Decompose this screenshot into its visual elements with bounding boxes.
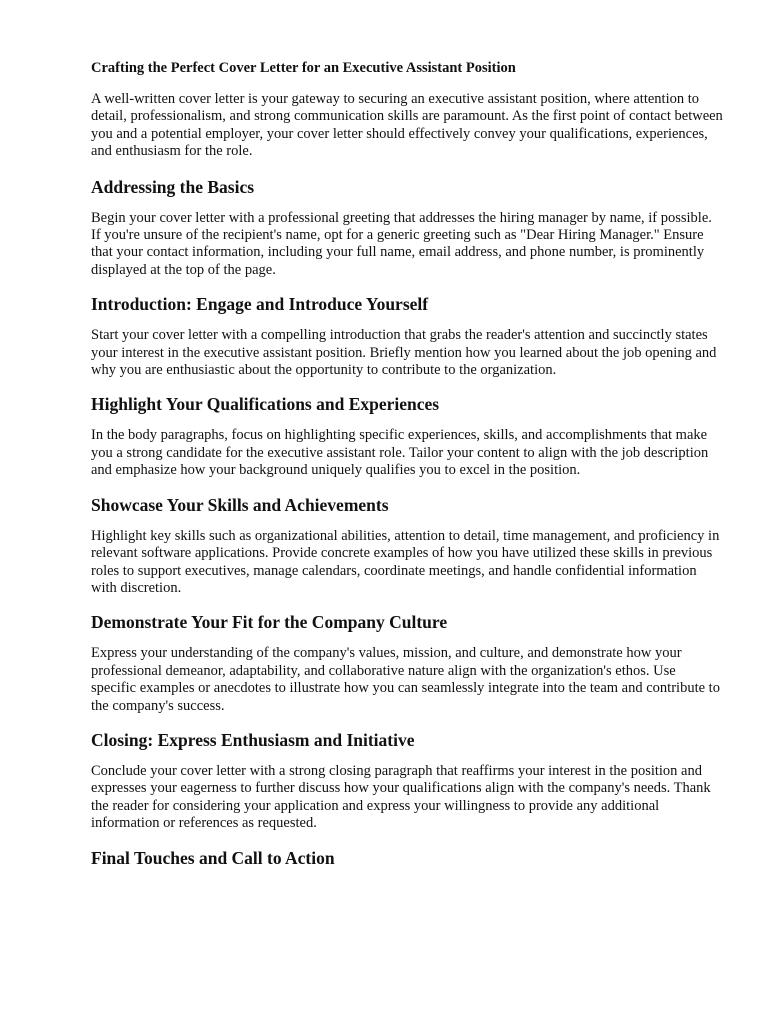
section-closing xyxy=(91,729,723,833)
document-title: Crafting the Perfect Cover Letter for an Executive Assistant Position xyxy=(91,60,516,76)
section-heading: Introduction: Engage and Introduce Yourself xyxy=(91,294,429,315)
section-paragraph: Start your cover letter with a compelling introduction that grabs the reader's attention and succinctly states your interest in the executive assistant position. Briefly mention how you learned about the job opening and why you are enthusiastic about the opportunity to contribute to the organization. xyxy=(91,327,717,379)
section-company-culture xyxy=(91,611,723,715)
section-heading: Final Touches and Call to Action xyxy=(91,847,335,868)
section-paragraph: Express your understanding of the company's values, mission, and culture, and demonstrate how your professional demeanor, adaptability, and collaborative nature align with the organization's ethos. Use specific examples or anecdotes to illustrate how you can seamlessly integrate into the team and contribute to the company's success. xyxy=(91,645,720,714)
section-introduction xyxy=(91,293,723,379)
section-heading: Closing: Express Enthusiasm and Initiative xyxy=(91,729,415,750)
section-final-touches xyxy=(91,847,723,869)
intro-paragraph: A well-written cover letter is your gateway to securing an executive assistant position, where attention to detail, professionalism, and strong communication skills are paramount. As the first point of contact between you and a potential employer, your cover letter should effectively convey your qualifications, experiences, and enthusiasm for the role. xyxy=(91,91,723,160)
section-heading: Showcase Your Skills and Achievements xyxy=(91,494,389,515)
section-heading: Demonstrate Your Fit for the Company Culture xyxy=(91,612,448,633)
section-paragraph: Conclude your cover letter with a strong closing paragraph that reaffirms your interest in the position and expresses your eagerness to further discuss how your qualifications align with the company's needs. Thank the reader for considering your application and express your willingness to provide any additional information or references as requested. xyxy=(91,762,711,832)
section-paragraph: Begin your cover letter with a professional greeting that addresses the hiring manager by name, if possible. If you're unsure of the recipient's name, opt for a generic greeting such as "Dear Hiring Manager." Ensure that your contact information, including your full name, email address, and phone number, is prominently displayed at the top of the page. xyxy=(91,209,712,278)
section-qualifications xyxy=(91,393,723,479)
section-skills xyxy=(91,494,723,598)
section-paragraph: Highlight key skills such as organizational abilities, attention to detail, time management, and proficiency in relevant software applications. Provide concrete examples of how you have utilized these skills in previous roles to support executives, manage calendars, coordinate meetings, and handle confidential information with discretion. xyxy=(91,527,720,596)
section-heading: Addressing the Basics xyxy=(91,176,255,197)
section-paragraph: In the body paragraphs, focus on highlighting specific experiences, skills, and accomplishments that make you a strong candidate for the executive assistant role. Tailor your content to align with the job description and emphasize how your background uniquely qualifies you to excel in the position. xyxy=(91,427,709,479)
document-page xyxy=(91,58,723,881)
section-addressing-basics xyxy=(91,176,723,280)
section-heading: Highlight Your Qualifications and Experiences xyxy=(91,394,440,415)
